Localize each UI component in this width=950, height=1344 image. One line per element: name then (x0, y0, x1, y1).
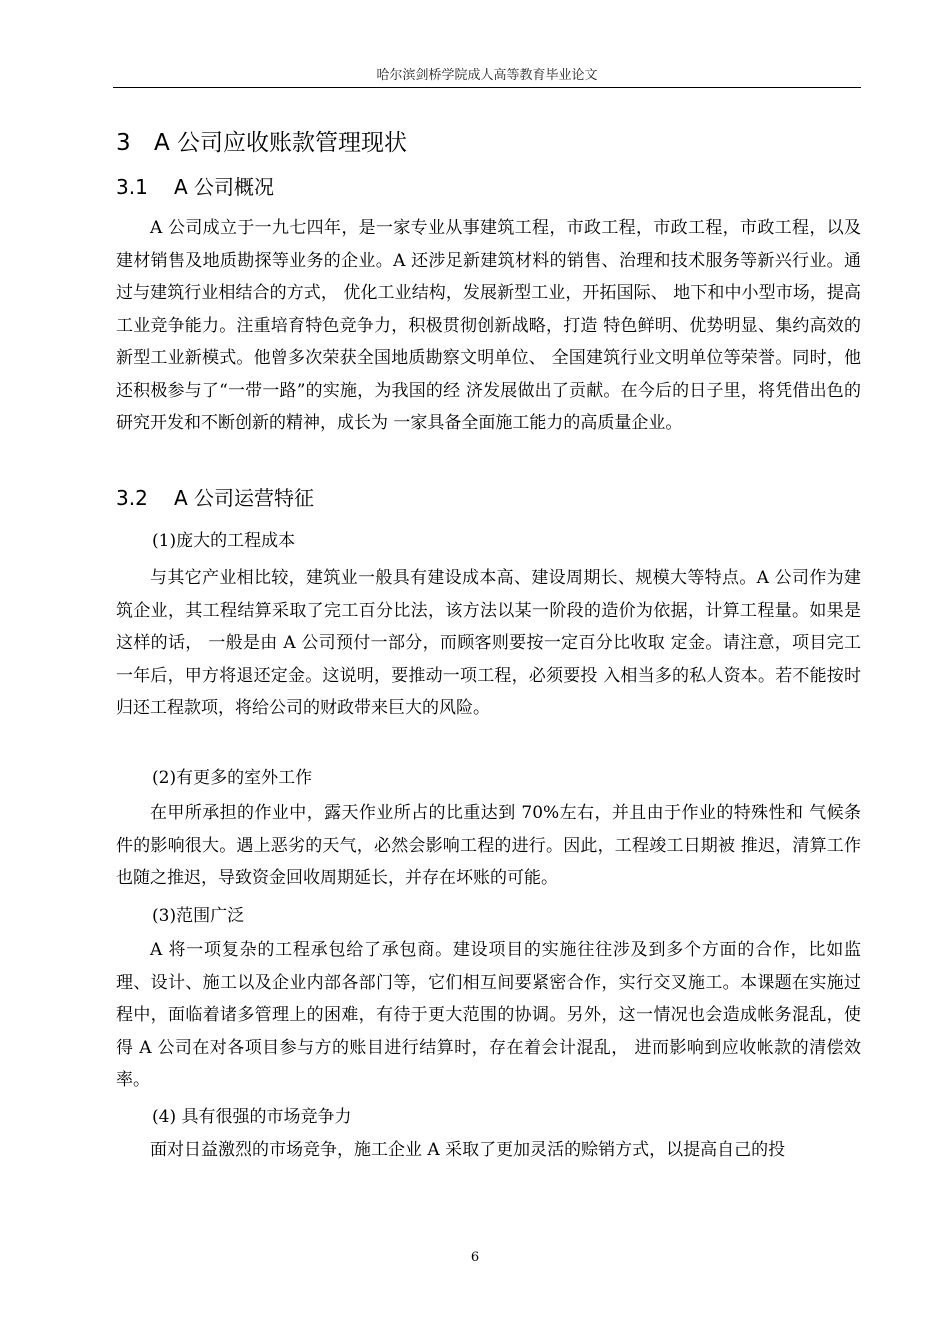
feature-paragraph-3: A 将一项复杂的工程承包给了承包商。建设项目的实施往往涉及到多个方面的合作，比如监理、设计、施工以及企业内部各部门等，它们相互间要紧密合作，实行交叉施工。本课题在实施过程中，面临着诸多管理上的困难，有待于更大范围的协调。另外，这一情况也会造成帐务混乱，使得 A 公司在对各项目参与方的账目进行结算时，存在着会计混乱， 进而影响到应收帐款的清偿效率。 (116, 940, 861, 1090)
feature-subheading-2: (2)有更多的室外工作 (152, 768, 313, 788)
section-title: A 公司概况 (174, 175, 275, 199)
feature-subheading-1: (1)庞大的工程成本 (152, 531, 296, 551)
feature-paragraph-1: 与其它产业相比较，建筑业一般具有建设成本高、建设周期长、规模大等特点。A 公司作为建筑企业，其工程结算采取了完工百分比法，该方法以某一阶段的造价为依据，计算工程量。如果是这样的话， 一般是由 A 公司预付一部分，而顾客则要按一定百分比收取 定金。请注意，项目完工一年后，甲方将退还定金。这说明，要推动一项工程，必须要投 入相当多的私人资本。若不能按时归还工程款项，将给公司的财政带来巨大的风险。 (116, 568, 861, 718)
chapter-heading (116, 124, 407, 157)
feature-subheading-4: (4) 具有很强的市场竞争力 (152, 1107, 352, 1127)
section-number: 3.2 (116, 486, 148, 510)
section-title: A 公司运营特征 (174, 486, 315, 510)
page-number: 6 (470, 1250, 480, 1265)
chapter-number: 3 (116, 130, 131, 156)
page-header: 哈尔滨剑桥学院成人高等教育毕业论文 (376, 68, 598, 83)
chapter-title: A 公司应收账款管理现状 (154, 130, 408, 156)
overview-paragraph: A 公司成立于一九七四年，是一家专业从事建筑工程，市政工程，市政工程，市政工程，以及建材销售及地质勘探等业务的企业。A 还涉足新建筑材料的销售、治理和技术服务等新兴行业。通过与建筑行业相结合的方式， 优化工业结构，发展新型工业，开拓国际、 地下和中小型市场，提高工业竞争能力。注重培育特色竞争力，积极贯彻创新战略，打造 特色鲜明、优势明显、集约高效的新型工业新模式。他曾多次荣获全国地质勘察文明单位、 全国建筑行业文明单位等荣誉。同时，他还积极参与了“一带一路”的实施，为我国的经 济发展做出了贡献。在今后的日子里，将凭借出色的研究开发和不断创新的精神，成长为 一家具备全面施工能力的高质量企业。 (116, 218, 861, 433)
section-number: 3.1 (116, 175, 148, 199)
section-heading-3-2 (116, 482, 314, 511)
section-heading-3-1 (116, 171, 274, 200)
header-rule (113, 87, 861, 88)
feature-paragraph-4: 面对日益激烈的市场竞争，施工企业 A 采取了更加灵活的赊销方式，以提高自己的投 (150, 1140, 786, 1160)
feature-paragraph-2: 在甲所承担的作业中，露天作业所占的比重达到 70%左右，并且由于作业的特殊性和 气候条件的影响很大。遇上恶劣的天气，必然会影响工程的进行。因此，工程竣工日期被 推迟，清算工作也随之推迟，导致资金回收周期延长，并存在坏账的可能。 (116, 803, 861, 888)
feature-subheading-3: (3)范围广泛 (152, 906, 245, 926)
